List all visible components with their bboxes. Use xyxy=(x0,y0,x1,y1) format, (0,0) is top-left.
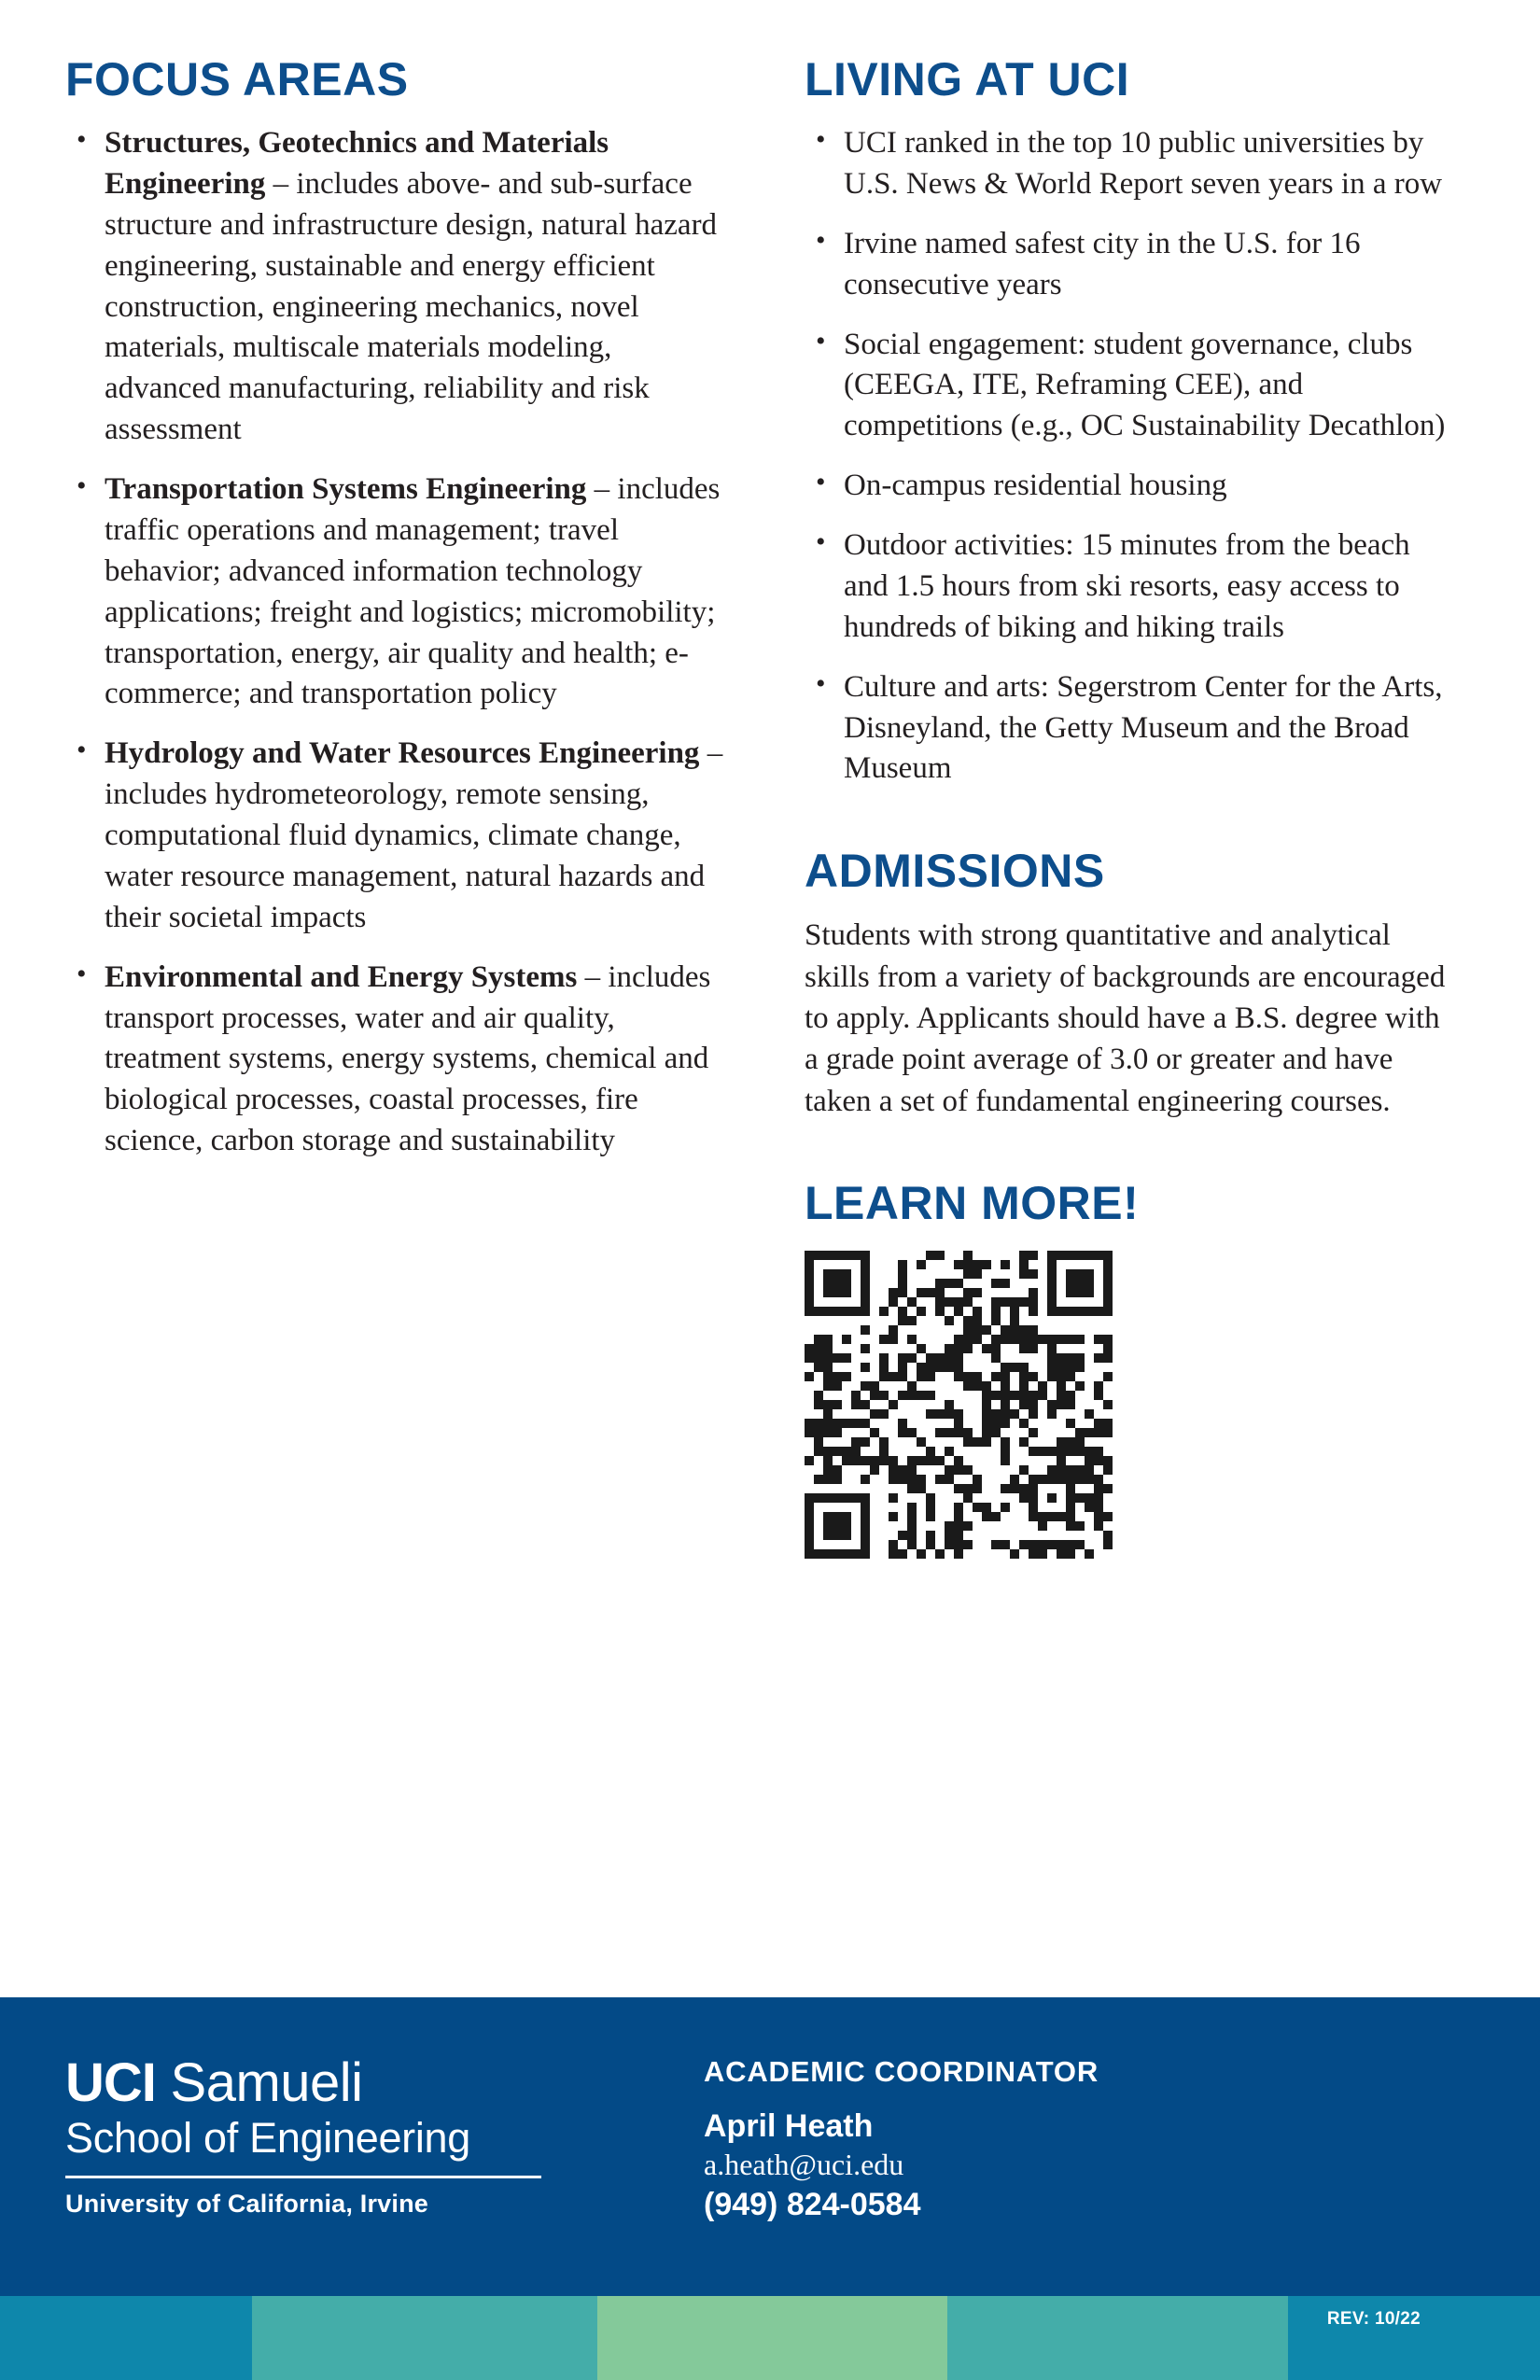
uci-samueli-logo xyxy=(65,2052,663,2113)
living-at-uci-list xyxy=(805,123,1449,790)
list-item: • UCI ranked in the top 10 public universities by U.S. News & World Report seven years in a row xyxy=(805,123,1449,205)
focus-areas-heading: FOCUS AREAS xyxy=(65,53,409,105)
focus-area-title: Transportation Systems Engineering xyxy=(105,472,587,506)
color-strip-segment-1 xyxy=(252,2296,597,2380)
focus-area-body: – includes transport processes, water and air quality, treatment systems, energy systems, chemical and biological processes, coastal processes, fire science, carbon storage and sustainability xyxy=(105,959,711,1158)
bottom-color-strip xyxy=(0,2296,1540,2380)
list-item xyxy=(65,469,735,715)
focus-area-title: Structures, Geotechnics and Materials Engineering xyxy=(105,126,609,201)
coordinator-name: April Heath xyxy=(704,2108,874,2144)
right-column xyxy=(805,53,1449,1997)
color-strip-segment-2 xyxy=(597,2296,947,2380)
color-strip-segment-0 xyxy=(0,2296,252,2380)
list-item xyxy=(65,958,735,1162)
living-at-uci-heading: LIVING AT UCI xyxy=(805,53,1130,105)
coordinator-phone[interactable]: (949) 824-0584 xyxy=(704,2186,921,2222)
footer-contact-block xyxy=(704,2055,1421,2329)
focus-areas-list xyxy=(65,123,735,1162)
academic-coordinator-label: ACADEMIC COORDINATOR xyxy=(704,2055,1099,2088)
logo-divider xyxy=(65,2176,541,2178)
focus-area-body: – includes traffic operations and management; travel behavior; advanced information technology applications; freight and logistics; micromobility; transportation, energy, air quality and health; e-commerce; and transportation policy xyxy=(105,472,721,711)
school-of-engineering-label: School of Engineering xyxy=(65,2113,471,2162)
focus-areas-column xyxy=(65,53,735,1997)
coordinator-email[interactable]: a.heath@uci.edu xyxy=(704,2147,904,2181)
list-item: • Irvine named safest city in the U.S. for 16 consecutive years xyxy=(805,224,1449,306)
admissions-heading: ADMISSIONS xyxy=(805,845,1105,898)
focus-area-title: Hydrology and Water Resources Engineering xyxy=(105,736,700,771)
list-item: • Outdoor activities: 15 minutes from the beach and 1.5 hours from ski resorts, easy access to hundreds of biking and hiking trails xyxy=(805,525,1449,649)
list-item xyxy=(65,123,735,451)
list-item: • Culture and arts: Segerstrom Center for the Arts, Disneyland, the Getty Museum and the Broad Museum xyxy=(805,667,1449,791)
qr-code-icon[interactable] xyxy=(805,1251,1113,1559)
focus-area-body: – includes hydrometeorology, remote sensing, computational fluid dynamics, climate change, water resource management, natural hazards and their societal impacts xyxy=(105,736,723,934)
focus-area-title: Environmental and Energy Systems xyxy=(105,959,578,994)
list-item: • On-campus residential housing xyxy=(805,466,1449,507)
focus-area-body: – includes above- and sub-surface structure and infrastructure design, natural hazard engineering, sustainable and energy efficient construction, engineering mechanics, novel materials, multiscale materials modeling, advanced manufacturing, reliability and risk assessment xyxy=(105,166,718,447)
learn-more-heading: LEARN MORE! xyxy=(805,1177,1140,1230)
footer-logo-block xyxy=(65,2052,663,2296)
list-item xyxy=(65,734,735,938)
samueli-wordmark: Samueli xyxy=(170,2052,363,2113)
university-label: University of California, Irvine xyxy=(65,2189,429,2218)
list-item: • Social engagement: student governance, clubs (CEEGA, ITE, Reframing CEE), and competitions (e.g., OC Sustainability Decathlon) xyxy=(805,325,1449,448)
color-strip-segment-3 xyxy=(947,2296,1288,2380)
revision-label: REV: 10/22 xyxy=(1326,2309,1421,2329)
admissions-body: Students with strong quantitative and analytical skills from a variety of backgrounds are encouraged to apply. Applicants should have a B.S. degree with a grade point average of 3.0 or greater and have taken a set of fundamental engineering courses. xyxy=(805,918,1446,1118)
uci-wordmark: UCI xyxy=(65,2052,156,2113)
qr-code-container[interactable] xyxy=(805,1251,1449,1559)
footer xyxy=(0,1997,1540,2329)
